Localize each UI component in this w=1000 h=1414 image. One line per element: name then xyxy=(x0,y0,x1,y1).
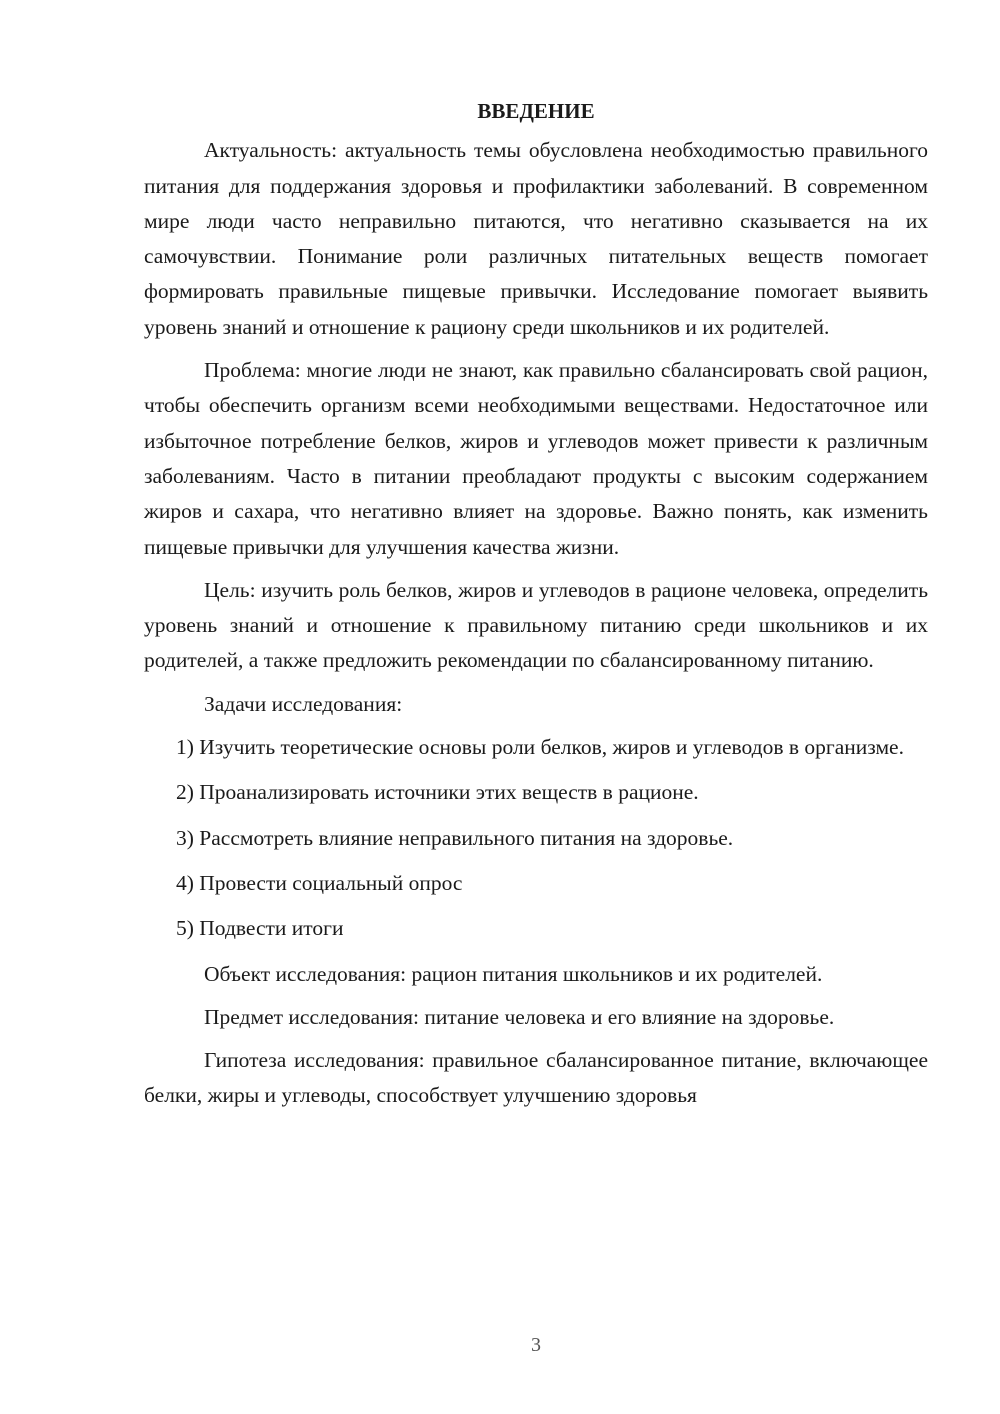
object-paragraph: Объект исследования: рацион питания школьников и их родителей. xyxy=(204,961,823,986)
task-item-5: 5) Подвести итоги xyxy=(176,916,344,941)
relevance-paragraph: Актуальность: актуальность темы обусловлена необходимостью правильного питания для поддержания здоровья и профилактики заболеваний. В современном мире люди часто неправильно питаются, что негативно сказывается на их самочувствии. Понимание роли различных питательных веществ помогает формировать правильные пищевые привычки. Исследование помогает выявить уровень знаний и отношение к рациону среди школьников и их родителей. xyxy=(144,138,928,339)
task-item-4: 4) Провести социальный опрос xyxy=(176,870,463,895)
goal-paragraph: Цель: изучить роль белков, жиров и углеводов в рационе человека, определить уровень знаний и отношение к правильному питанию среди школьников и их родителей, а также предложить рекомендации по сбалансированному питанию. xyxy=(144,577,928,673)
task-item-2: 2) Проанализировать источники этих веществ в рационе. xyxy=(176,780,699,805)
hypothesis-paragraph: Гипотеза исследования: правильное сбалансированное питание, включающее белки, жиры и углеводы, способствует улучшению здоровья xyxy=(144,1048,928,1108)
subject-paragraph: Предмет исследования: питание человека и его влияние на здоровье. xyxy=(204,1004,835,1029)
task-item-3: 3) Рассмотреть влияние неправильного питания на здоровье. xyxy=(176,825,734,850)
page-number: 3 xyxy=(531,1334,541,1356)
document-body xyxy=(144,94,928,1114)
problem-paragraph: Проблема: многие люди не знают, как правильно сбалансировать свой рацион, чтобы обеспечить организм всеми необходимыми веществами. Недостаточное или избыточное потребление белков, жиров и углеводов может привести к различным заболеваниям. Часто в питании преобладают продукты с высоким содержанием жиров и сахара, что негативно влияет на здоровье. Важно понять, как изменить пищевые привычки для улучшения качества жизни. xyxy=(144,358,928,559)
tasks-title: Задачи исследования: xyxy=(204,691,403,716)
section-heading: ВВЕДЕНИЕ xyxy=(477,99,595,123)
task-item-1: 1) Изучить теоретические основы роли белков, жиров и углеводов в организме. xyxy=(176,735,904,760)
